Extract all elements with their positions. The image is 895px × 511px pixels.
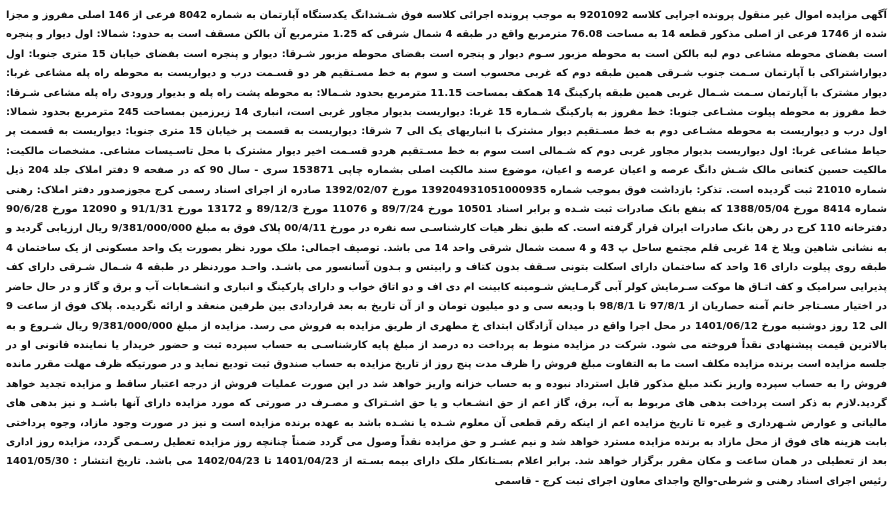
auction-notice-text: آگهی مزایده اموال غیر منقول پرونده اجرایی کلاسه 9201092 به موجب پرونده اجرائی کلاسه فوق شـشدانگ یکدستگاه آپارتمان به شماره 8042 فرعی از 146 اصلی مفروز و مجزا شده از 1746 فرعی از اصلی مذکور قطعه 14 به مساحت 76.08 مترمربع واقع در طبقه 4 شمال شرقی که 1.25 مترمربع آن بالکن مسقف است به حدود: شمالا: اول دیوار و پنجره است بفضای محوطه مشاعی دوم لبه بالکن است به محوطه مزبور سـوم دیوار و پنجره است بفضای محوطه مزبور شـرقا: دیوار و پنجره است بفضای خیابان 15 متری جنوبا: اول دیواراشتراکی با آپارتمان سـمت جنوب شـرقی همین طبقه دوم که غربی محسوب است و سوم به خط مسـتقیم هر دو قسـمت درب و دیواریست به محوطه راه پله مشاعی غربا: دیوار مشترک با آپارتمان سـمت شـمال غربی همین طبقه پارکینگ 14 همکف بمساحت 11.15 مترمربع بحدود شـمالا: به محوطه پشت راه پله و بدیوار ورودی راه پله مشاعی شـرقا: خط مفروز به محوطه پیلوت مشـاعی جنوبا: خط مفروز به پارکینگ شـماره 15 غربا: دیواریست بدیوار مجاور غربی است، انباری 14 زیرزمین بمساحت 245 مترمربع بحدود شمالا: اول درب و دیواریست به محوطه مشـاعی دوم به خط مسـتقیم دیوار مشترک با انباریهای یک الی 7 شرقا: دیواریست به قسمت پر خیابان 15 متری جنوبا: دیواریست به قسمت پر حیاط مشاعی غربا: اول دیواریست بدیوار مجاور غربی دوم که شـمالی است سوم به خط مسـتقیم هردو قسـمت اخیر دیوار مشترک با محل تاسـیسات مشاعی. مشخصات مالکیت: مالکیت حسین کتعانی مالک شـش دانگ عرصه و اعیان عرصه و اعیان، موضوع سند مالکیت اصلی بشماره چاپی 153871 سری - سال 90 که در صفحه 9 دفتر املاک جلد 204 ذیل شماره 21010 ثبت گردیده است. تذکر: بازداشت فوق بموجب شماره 139204931051000935 مورخ 1392/02/07 صادره از اجرای اسناد رسمی کرج مجوزصدور دفتر املاک: رهنی شماره 8414 مورخ 1388/05/04 که بنفع بانک صادرات ثبت شـده و برابر اسناد 10501 مورخ 89/7/24 و 11076 مورخ 89/12/3 و 13172 مورخ 91/1/31 و 12090 مورخ 90/6/28 دفترخانه 110 کرج در رهن بانک صادرات ایران قرار گرفته است. که طبق نظر هیات کارشناسـی سه نفره در مورخ 00/4/11 پلاک فوق به مبلغ 9/381/000/000 ریال ارزیابی گردید و به نشانی شاهین ویلا خ 14 غربی قلم مجتمع ساحل پ 43 و 4 سمت شمال شرقی واحد 14 می باشد. توصیف اجمالی: ملک مورد نظر بصورت یک واحد مسکونی از یک ساختمان 4 طبقه روی پیلوت دارای 16 واحد که ساختمان دارای اسکلت بتونی سـقف بدون کتاف و رابیتس و بـدون آسانسور می باشـد. واحـد موردنظر در طبقه 4 شـمال شـرقی دارای کف پذیرایی سرامیک و کف اتـاق ها موکت سـرمایش کولر آبی گرمـایش شـومینه کابینت ام دی اف و دو اتاق خواب و دارای پارکینگ و انباری و انشـعابات آب و برق و گاز و در حال حاضر در اختیار مسـتاجر خانم آمنه حصاریان از 97/8/1 تا 98/8/1 با ودیعه سی و دو میلیون تومان و از آن تاریخ به بعد قراردادی بین طرفین منعقد و ارائه نگردیده. پلاک فوق از ساعت 9 الی 12 روز دوشنبه مورخ 1401/06/12 در محل اجرا واقع در میدان آزادگان ابتدای خ مطهری از طریق مزایده به فروش می رسد. مزایده از مبلغ 9/381/000/000 ریال شـروع و به بالاترین قیمت پیشنهادی نقداً فروخته می شود. شرکت در مزایده منوط به پرداخت ده درصد از مبلغ پایه کارشناسـی به حساب سپرده ثبت و حضور خریدار یا نماینده قانونی او در جلسه مزایده است برنده مزایده مکلف است ما به التفاوت مبلغ فروش را ظرف مدت پنج روز از تاریخ مزایده به حساب صندوق ثبت تودیع نماید و در صورتیکه ظرف مهلت مقرر مانده فروش را به حساب سپرده واریز نکند مبلغ مذکور قابل استرداد نبوده و به حساب خزانه واریز خواهد شد در این صورت عملیات فروش از درجه اعتبار ساقط و مزایده تجدید خواهد گردید.لازم به ذکر است پرداخت بدهی های مربوط به آب، برق، گاز اعم از حق انشـعاب و یا حق اشـتراک و مصـرف در صورتی که مورد مزایده دارای آنها باشـد و نیز بدهی های مالیاتی و عوارض شـهرداری و غیره تا تاریخ مزایده اعم از اینکه رقم قطعی آن معلوم شـده یا نشـده باشد به عهده برنده مزایده است و نیز در صورت وجود مازاد، وجوه پرداختی بابت هزینه های فوق از محل مازاد به برنده مزایده مسترد خواهد شد و نیم عشـر و حق مزایده نقداً وصول می گردد ضمناً چنانچه روز مزایده تعطیل رسـمی گردد، مزایده روز اداری بعد از تعطیلی در همان ساعت و مکان مقرر برگزار خواهد شد. برابر اعلام بسـتانکار ملک دارای بیمه بسـته از 1401/04/23 تا 1402/04/23 می باشد. تاریخ انتشار : 1401/05/30 رئیس اجرای اسناد رهنی و شرطی-والح واجدای معاون اجرای ثبت کرج - قاسمی (6, 10, 888, 487)
